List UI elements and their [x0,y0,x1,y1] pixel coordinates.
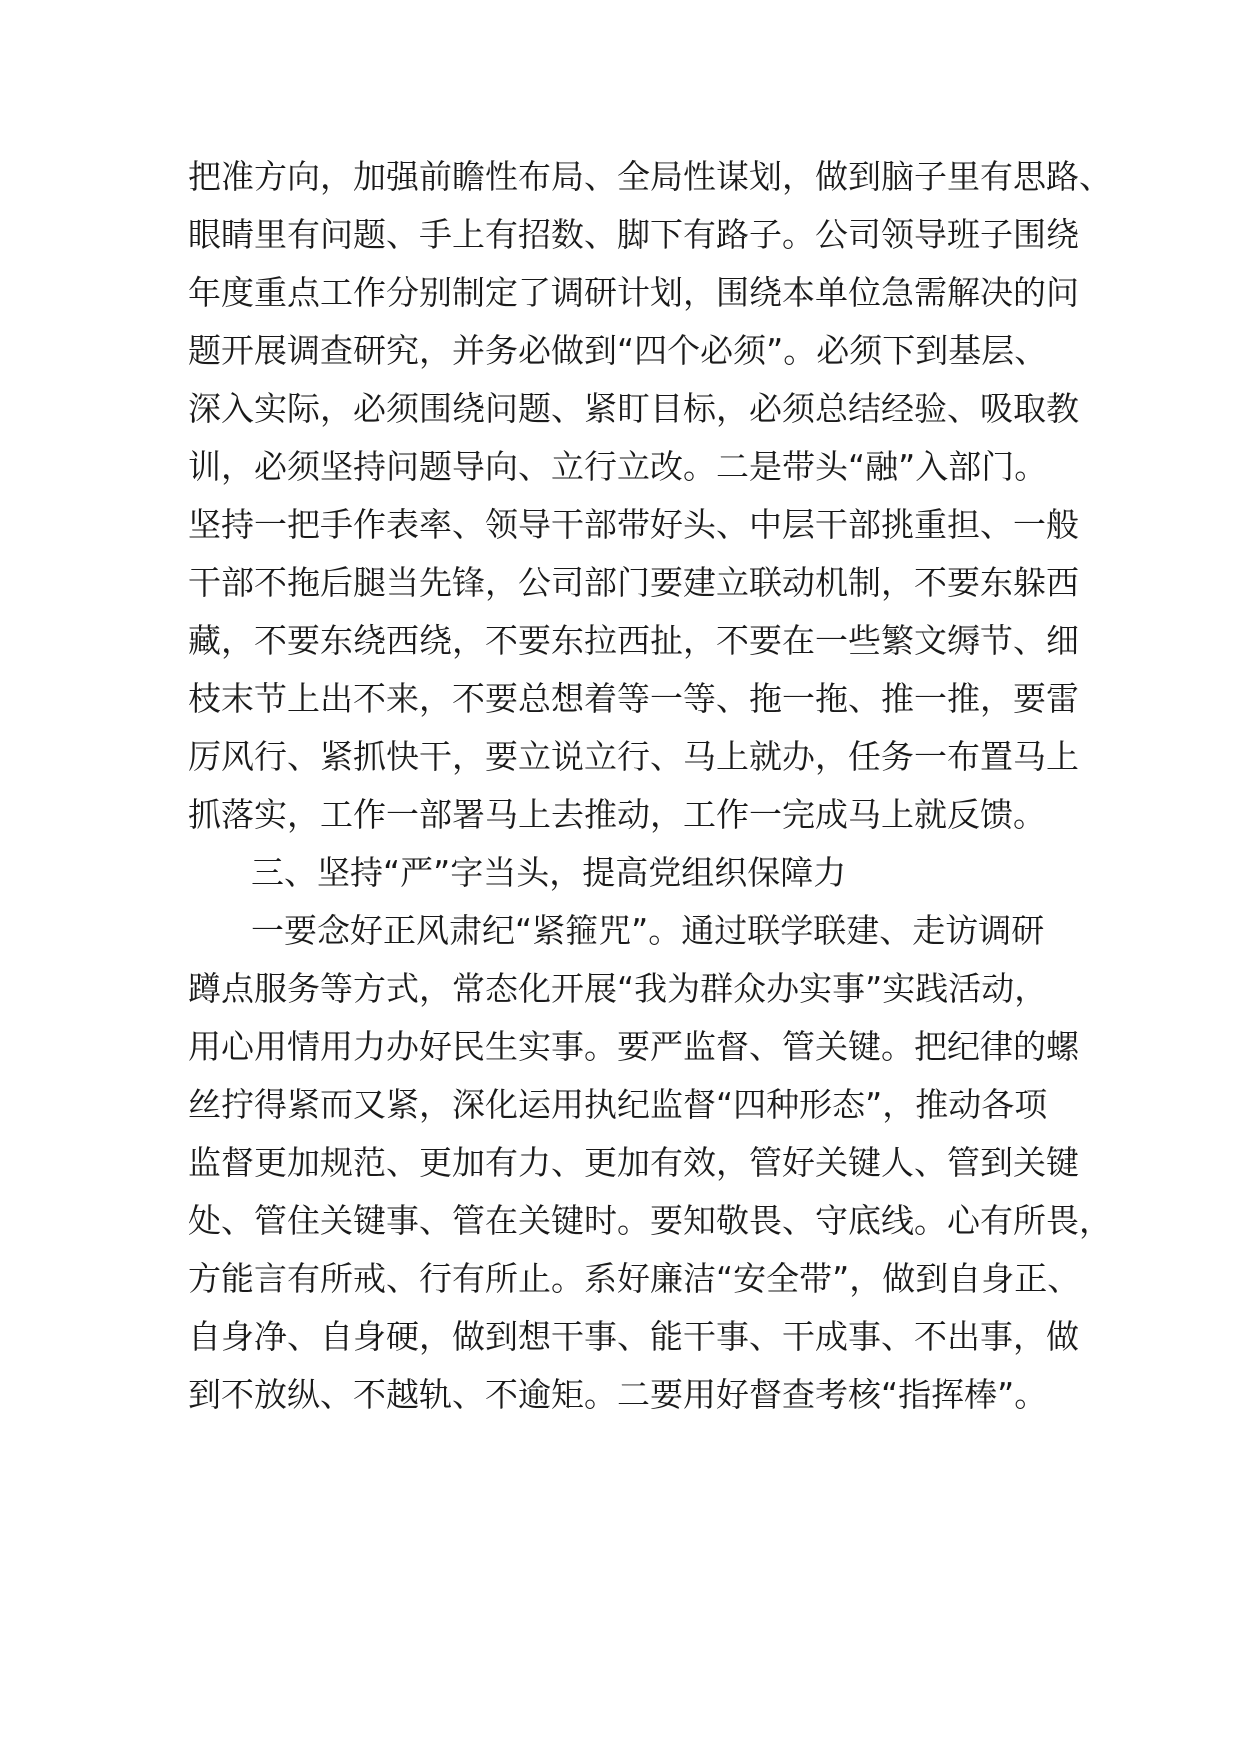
text-line: 到不放纵、不越轨、不逾矩。二要用好督查考核“指挥棒”。 [188,1375,1048,1414]
text-line: 眼睛里有问题、手上有招数、脚下有路子。公司领导班子围绕 [188,215,1079,254]
text-line: 深入实际，必须围绕问题、紧盯目标，必须总结经验、吸取教 [188,389,1079,428]
text-line: 把准方向，加强前瞻性布局、全局性谋划，做到脑子里有思路、 [188,157,1112,196]
text-line: 年度重点工作分别制定了调研计划，围绕本单位急需解决的问 [188,273,1079,312]
text-line: 枝末节上出不来，不要总想着等一等、拖一拖、推一推，要雷 [188,679,1079,718]
text-line: 一要念好正风肃纪“紧箍咒”。通过联学联建、走访调研 [251,911,1045,950]
section-heading: 三、坚持“严”字当头，提高党组织保障力 [251,853,847,892]
text-line: 用心用情用力办好民生实事。要严监督、管关键。把纪律的螺 [188,1027,1079,1066]
text-line: 抓落实，工作一部署马上去推动，工作一完成马上就反馈。 [188,795,1046,834]
text-line: 题开展调查研究，并务必做到“四个必须”。必须下到基层、 [188,331,1048,370]
text-line: 监督更加规范、更加有力、更加有效，管好关键人、管到关键 [188,1143,1079,1182]
text-line: 自身净、自身硬，做到想干事、能干事、干成事、不出事，做 [188,1317,1079,1356]
text-line: 坚持一把手作表率、领导干部带好头、中层干部挑重担、一般 [188,505,1079,544]
text-line: 方能言有所戒、行有所止。系好廉洁“安全带”，做到自身正、 [188,1259,1081,1298]
text-line: 干部不拖后腿当先锋，公司部门要建立联动机制，不要东躲西 [188,563,1079,602]
text-line: 厉风行、紧抓快干，要立说立行、马上就办，任务一布置马上 [188,737,1079,776]
text-line: 藏，不要东绕西绕，不要东拉西扯，不要在一些繁文缛节、细 [188,621,1079,660]
text-line: 丝拧得紧而又紧，深化运用执纪监督“四种形态”，推动各项 [188,1085,1048,1124]
text-line: 处、管住关键事、管在关键时。要知敬畏、守底线。心有所畏， [188,1201,1112,1240]
text-line: 训，必须坚持问题导向、立行立改。二是带头“融”入部门。 [188,447,1048,486]
text-line: 蹲点服务等方式，常态化开展“我为群众办实事”实践活动， [188,969,1048,1008]
